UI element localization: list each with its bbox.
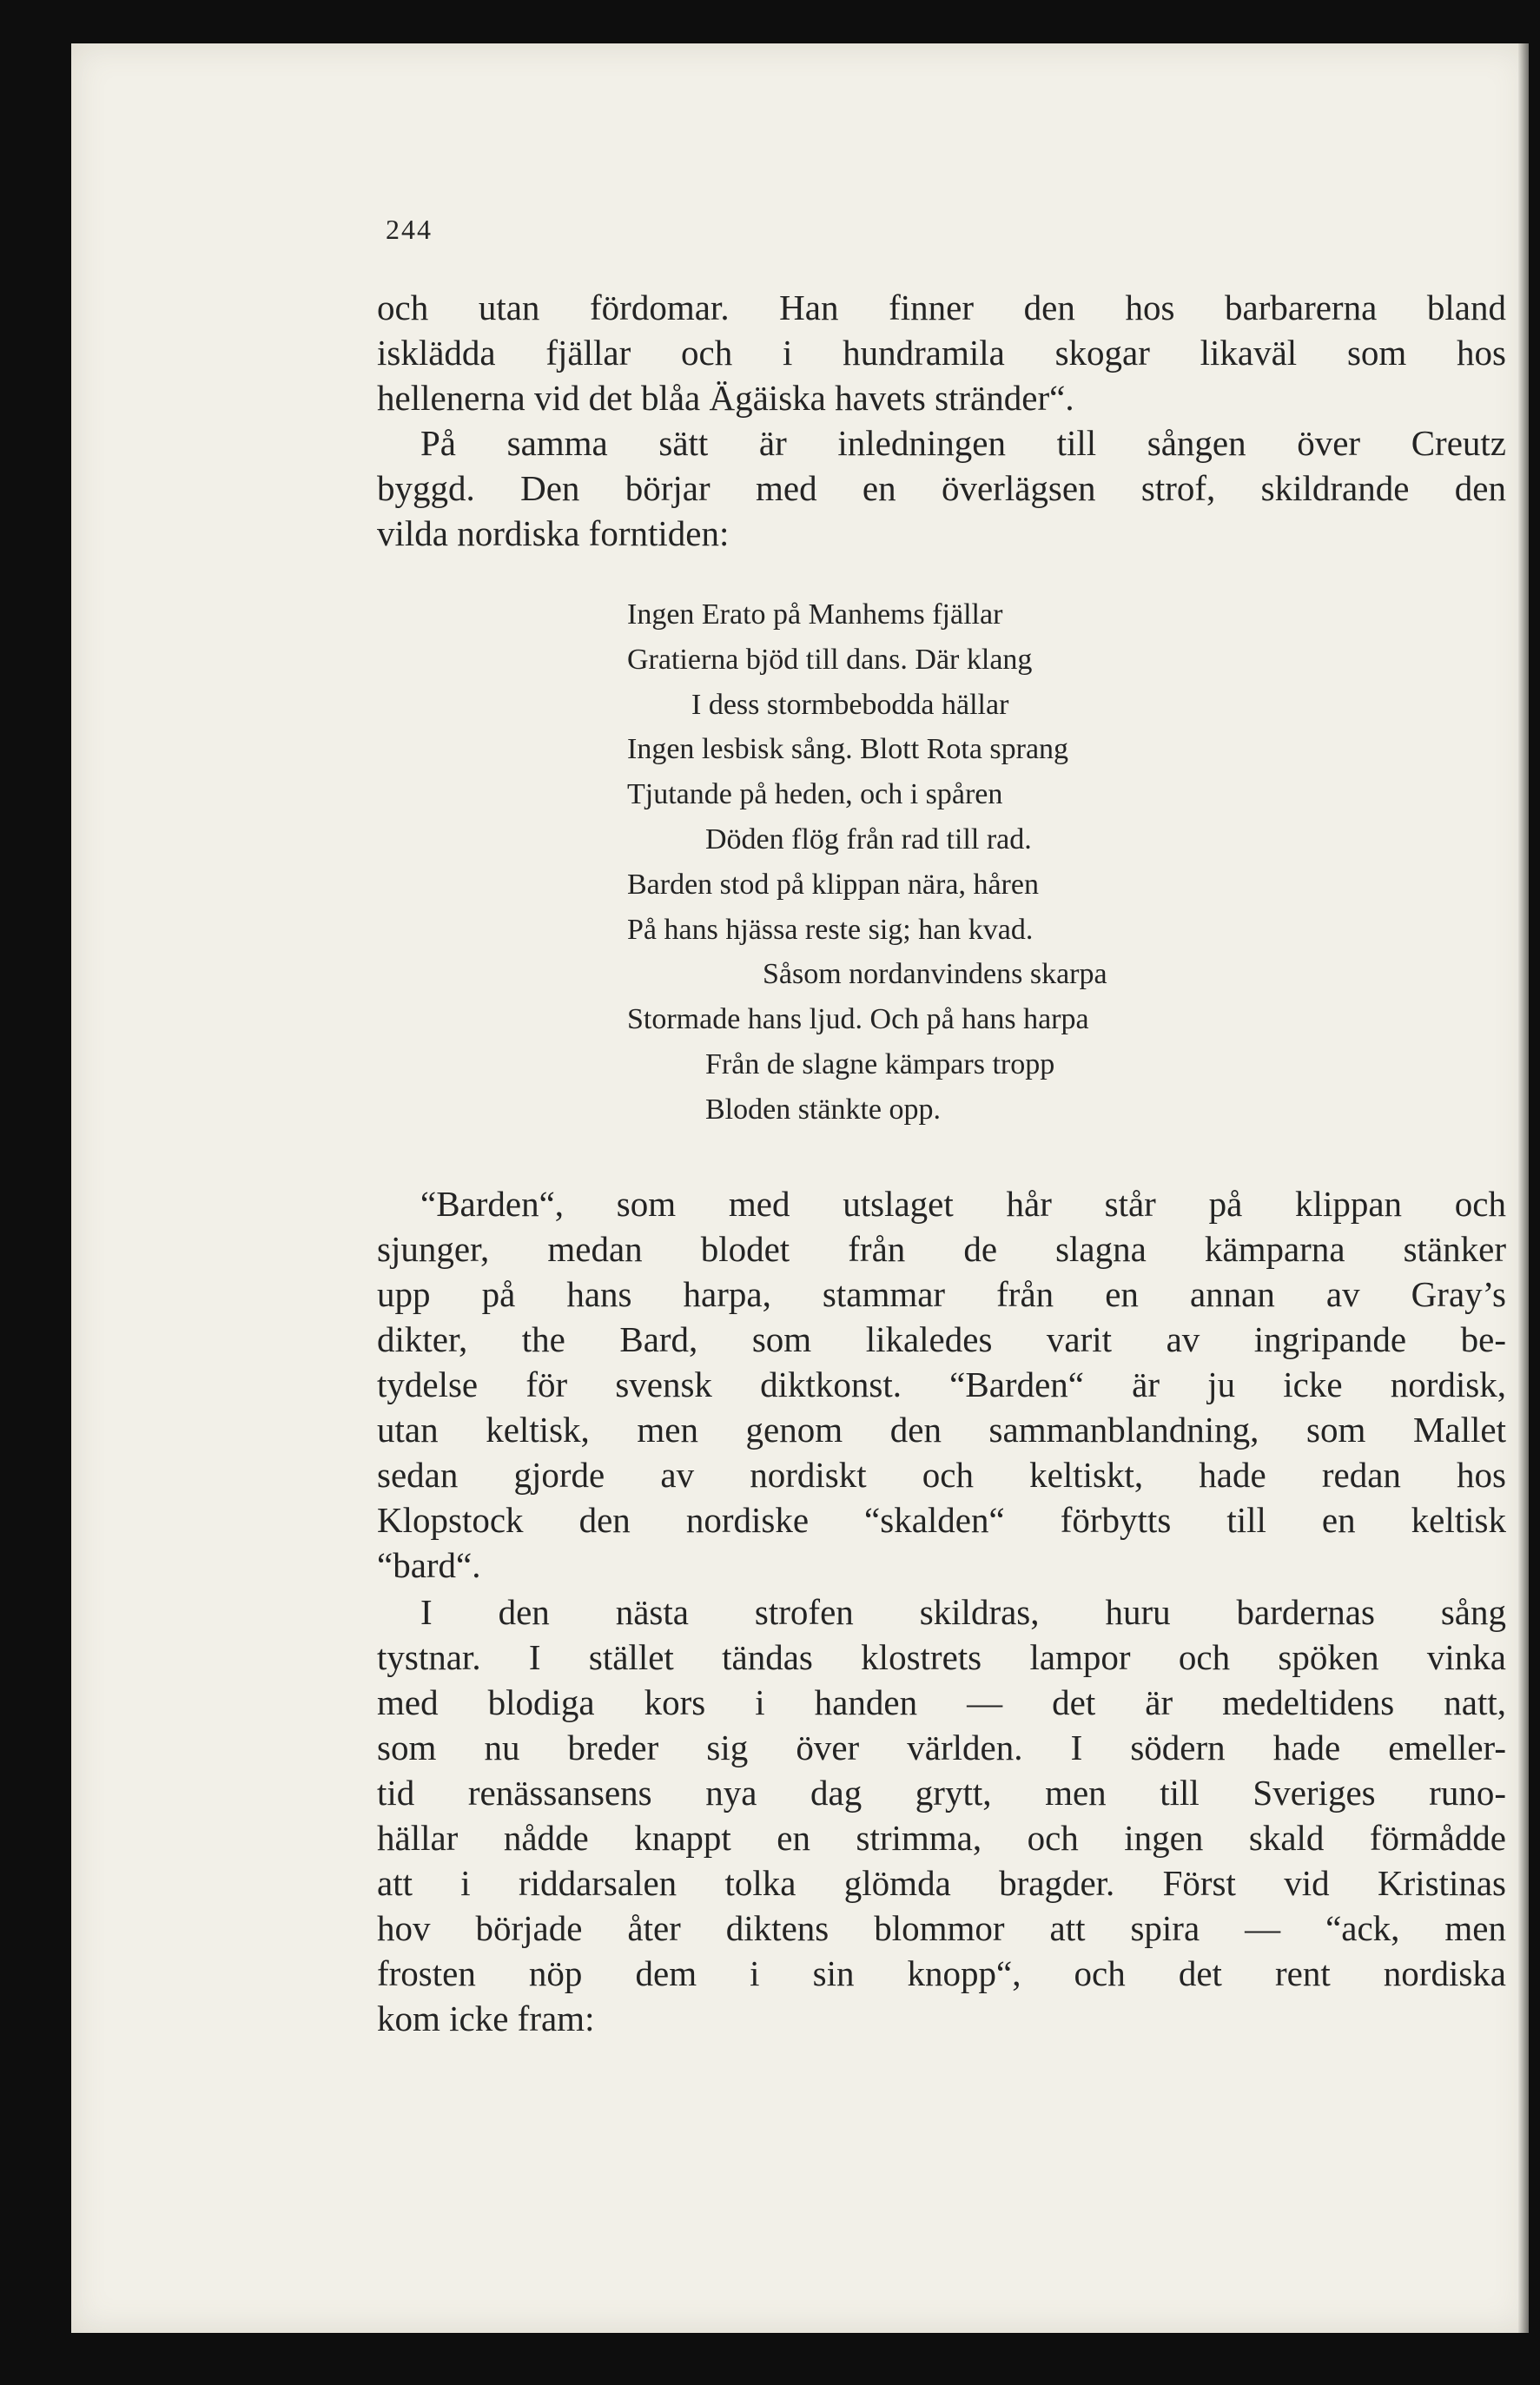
paragraph-1 bbox=[377, 285, 1506, 556]
paragraph-2 bbox=[377, 1181, 1506, 1588]
text-line: tystnar. I stället tändas klostrets lampor och spöken vinka bbox=[377, 1637, 1506, 1677]
text-line: isklädda fjällar och i hundramila skogar likaväl som hos bbox=[377, 333, 1506, 373]
poem-line: I dess stormbebodda hällar bbox=[691, 688, 1009, 721]
text-line: sjunger, medan blodet från de slagna kämparna stänker bbox=[377, 1229, 1506, 1269]
text-line: och utan fördomar. Han finner den hos barbarerna bland bbox=[377, 287, 1506, 327]
poem-line: Ingen lesbisk sång. Blott Rota sprang bbox=[627, 733, 1069, 766]
text-line: med blodiga kors i handen — det är medeltidens natt, bbox=[377, 1682, 1506, 1722]
text-line: tid renässansens nya dag grytt, men till Sveriges runo- bbox=[377, 1773, 1506, 1813]
text-line: utan keltisk, men genom den sammanblandning, som Mallet bbox=[377, 1410, 1506, 1450]
poem-line: Från de slagne kämpars tropp bbox=[705, 1047, 1055, 1080]
poem-line: Döden flög från rad till rad. bbox=[705, 823, 1032, 856]
text-line: Klopstock den nordiske “skalden“ förbytts till en keltisk bbox=[377, 1500, 1506, 1540]
text-line: tydelse för svensk diktkonst. “Barden“ är ju icke nordisk, bbox=[377, 1364, 1506, 1404]
page-number: 244 bbox=[386, 214, 433, 245]
poem-line: Tjutande på heden, och i spåren bbox=[627, 778, 1003, 811]
poem-line: Såsom nordanvindens skarpa bbox=[763, 958, 1107, 991]
text-line: vilda nordiska forntiden: bbox=[377, 513, 730, 553]
page-edge-shadow bbox=[1518, 43, 1529, 2333]
text-line: “Barden“, som med utslaget hår står på klippan och bbox=[420, 1184, 1506, 1224]
text-line: hällar nådde knappt en strimma, och ingen skald förmådde bbox=[377, 1818, 1506, 1858]
text-line: som nu breder sig över världen. I södern hade emeller- bbox=[377, 1728, 1506, 1767]
text-line: dikter, the Bard, som likaledes varit av ingripande be- bbox=[377, 1319, 1506, 1359]
text-line: I den nästa strofen skildras, huru bardernas sång bbox=[420, 1592, 1506, 1632]
text-line: att i riddarsalen tolka glömda bragder. Först vid Kristinas bbox=[377, 1863, 1506, 1903]
text-line: byggd. Den börjar med en överlägsen strof, skildrande den bbox=[377, 468, 1506, 508]
text-line: kom icke fram: bbox=[377, 1999, 595, 2038]
text-line: På samma sätt är inledningen till sången över Creutz bbox=[420, 423, 1506, 463]
poem-line: Barden stod på klippan nära, håren bbox=[627, 868, 1039, 901]
text-line: sedan gjorde av nordiskt och keltiskt, hade redan hos bbox=[377, 1455, 1506, 1495]
text-line: upp på hans harpa, stammar från en annan av Gray’s bbox=[377, 1274, 1506, 1314]
book-page bbox=[71, 43, 1529, 2333]
text-line: “bard“. bbox=[377, 1545, 481, 1585]
poem-line: Gratierna bjöd till dans. Där klang bbox=[627, 643, 1033, 676]
paragraph-3 bbox=[377, 1589, 1506, 2041]
text-line: frosten nöp dem i sin knopp“, och det rent nordiska bbox=[377, 1953, 1506, 1993]
poem-line: På hans hjässa reste sig; han kvad. bbox=[627, 913, 1034, 946]
poem-line: Stormade hans ljud. Och på hans harpa bbox=[627, 1003, 1089, 1036]
poem-line: Ingen Erato på Manhems fjällar bbox=[627, 598, 1003, 631]
poem-block bbox=[627, 592, 1339, 1133]
poem-line: Bloden stänkte opp. bbox=[705, 1093, 942, 1126]
text-line: hov började åter diktens blommor att spira — “ack, men bbox=[377, 1908, 1506, 1948]
text-line: hellenerna vid det blåa Ägäiska havets stränder“. bbox=[377, 378, 1074, 418]
